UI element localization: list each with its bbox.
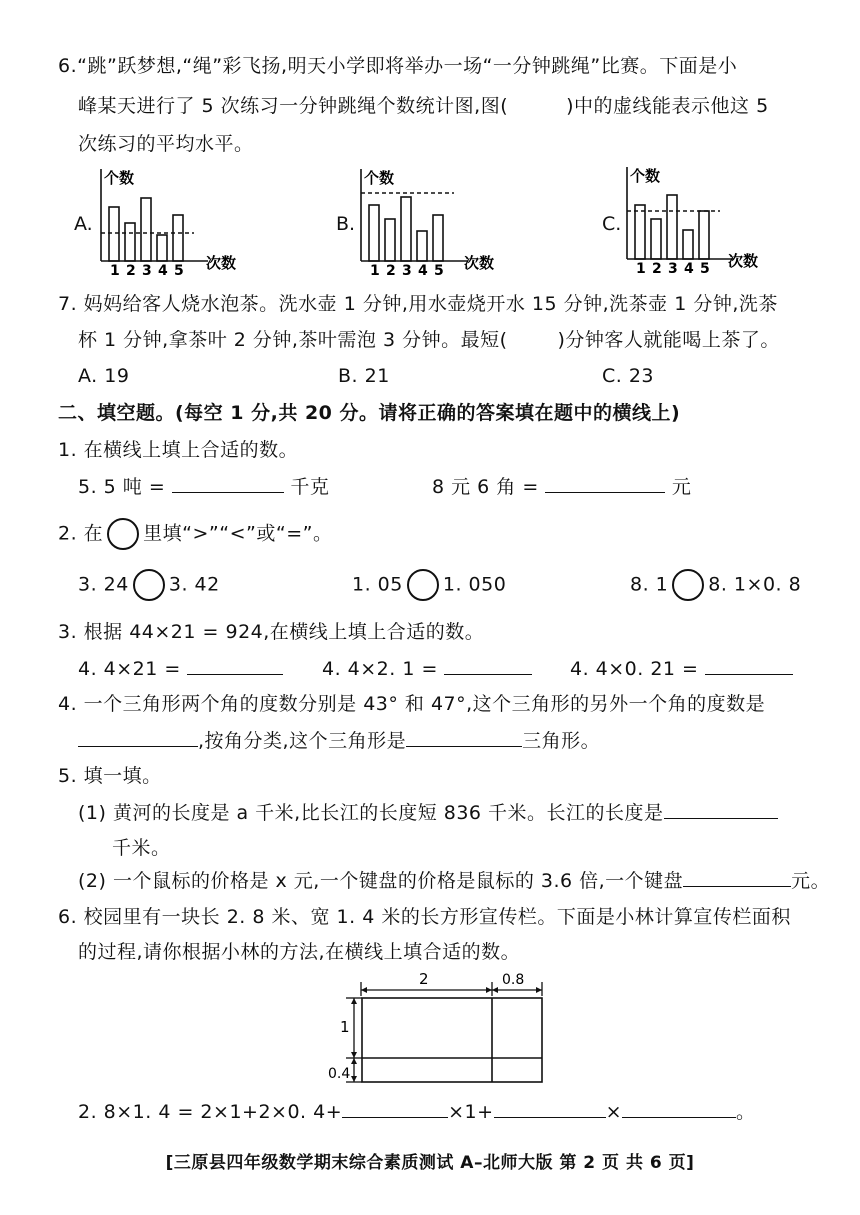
chart-b-tick-5: 5 <box>434 263 444 275</box>
f1-b-prefix: 8 元 6 角 = <box>432 476 539 498</box>
f1-a-blank[interactable] <box>172 472 284 493</box>
f6-blank-1[interactable] <box>342 1097 448 1118</box>
f2-c3-left: 8. 1 <box>630 573 669 596</box>
side-label-1: 1 <box>340 1018 350 1036</box>
chart-b-bar-4 <box>417 231 427 261</box>
f3-b <box>322 654 532 683</box>
f2-stem <box>58 518 333 550</box>
f3-a-blank[interactable] <box>187 654 283 675</box>
f3-c-blank[interactable] <box>705 654 793 675</box>
chart-c-tick-5: 5 <box>700 261 710 273</box>
f3-b-blank[interactable] <box>444 654 532 675</box>
chart-b-tick-4: 4 <box>418 263 428 275</box>
f6-blank-2[interactable] <box>494 1097 606 1118</box>
f5-p2-a: (2) 一个鼠标的价格是 x 元,一个键盘的价格是鼠标的 3.6 倍,一个键盘 <box>78 870 684 892</box>
f1-a <box>78 472 329 501</box>
chart-c <box>620 163 780 273</box>
f5-stem: 5. 填一填。 <box>58 765 162 787</box>
chart-c-bar-3 <box>667 195 677 259</box>
f2-c1-right: 3. 42 <box>168 573 220 596</box>
f5-p2 <box>78 866 830 895</box>
q7-option-b[interactable]: B. 21 <box>338 365 390 387</box>
chart-c-ylabel: 个数 <box>630 167 661 185</box>
f5-p1-line1 <box>78 798 778 827</box>
q6-line2-b: )中的虚线能表示他这 5 <box>566 95 769 117</box>
q7-option-c[interactable]: C. 23 <box>602 365 655 387</box>
chart-c-bar-2 <box>651 219 661 259</box>
chart-b-option: B. <box>336 213 356 235</box>
chart-a-tick-4: 4 <box>158 263 168 275</box>
f6-eq-a: 2. 8×1. 4 = 2×1+2×0. 4+ <box>78 1101 343 1123</box>
chart-b-bar-2 <box>385 219 395 261</box>
section2-title: 二、填空题。(每空 1 分,共 20 分。请将正确的答案填在题中的横线上) <box>58 402 681 424</box>
f3-a <box>78 654 283 683</box>
chart-a-bar-3 <box>141 198 151 261</box>
chart-b <box>354 165 514 275</box>
chart-a-tick-5: 5 <box>174 263 184 275</box>
f5-p1-a: (1) 黄河的长度是 a 千米,比长江的长度短 836 千米。长江的长度是 <box>78 802 664 824</box>
q6-line1: 6.“跳”跃梦想,“绳”彩飞扬,明天小学即将举办一场“一分钟跳绳”比赛。下面是小 <box>58 55 738 77</box>
page-footer: [三原县四年级数学期末综合素质测试 A–北师大版 第 2 页 共 6 页] <box>165 1153 695 1173</box>
f3-stem: 3. 根据 44×21 = 924,在横线上填上合适的数。 <box>58 621 485 643</box>
chart-a-bar-1 <box>109 207 119 261</box>
chart-a-bar-2 <box>125 223 135 261</box>
chart-a-bar-4 <box>157 235 167 261</box>
chart-c-bar-4 <box>683 230 693 259</box>
f6-blank-3[interactable] <box>622 1097 736 1118</box>
f4-blank-1[interactable] <box>78 726 198 747</box>
f2-c3-circle[interactable] <box>672 569 704 601</box>
top-label-2: 2 <box>419 970 429 988</box>
f2-c2-circle[interactable] <box>407 569 439 601</box>
chart-a-bar-5 <box>173 215 183 261</box>
chart-c-bar-1 <box>635 205 645 259</box>
f5-p2-b: 元。 <box>791 870 831 892</box>
chart-a-tick-3: 3 <box>142 263 152 275</box>
q7-line1: 7. 妈妈给客人烧水泡茶。洗水壶 1 分钟,用水壶烧开水 15 分钟,洗茶壶 1 分钟,洗茶 <box>58 293 778 315</box>
chart-c-tick-3: 3 <box>668 261 678 273</box>
q7-line2 <box>78 326 780 354</box>
chart-b-bar-3 <box>401 197 411 261</box>
q7-line2-b: )分钟客人就能喝上茶了。 <box>557 329 780 351</box>
f2-stem-a: 2. 在 <box>58 522 104 545</box>
f2-c2-right: 1. 050 <box>442 573 507 596</box>
f6-line2: 的过程,请你根据小林的方法,在横线上填合适的数。 <box>78 941 521 963</box>
f2-c1-left: 3. 24 <box>78 573 129 596</box>
f4-line2 <box>78 726 600 755</box>
chart-b-ylabel: 个数 <box>364 169 395 187</box>
f2-c3-right: 8. 1×0. 8 <box>708 573 802 596</box>
f5-p1-blank[interactable] <box>664 798 778 819</box>
f6-line1: 6. 校园里有一块长 2. 8 米、宽 1. 4 米的长方形宣传栏。下面是小林计算宣传栏面积 <box>58 906 791 928</box>
f6-eq-d: 。 <box>736 1101 756 1123</box>
chart-b-xlabel: 次数 <box>464 254 495 272</box>
chart-b-bar-5 <box>433 215 443 261</box>
f1-a-unit: 千克 <box>290 476 330 498</box>
f4-line1: 4. 一个三角形两个角的度数分别是 43° 和 47°,这个三角形的另外一个角的度数是 <box>58 693 766 715</box>
f5-p1-b: 千米。 <box>112 837 171 859</box>
f5-p2-blank[interactable] <box>683 866 791 887</box>
f2-compare-3 <box>630 569 801 601</box>
f1-b-unit: 元 <box>671 476 692 498</box>
side-label-0.4: 0.4 <box>328 1066 351 1082</box>
chart-a-xlabel: 次数 <box>206 254 237 272</box>
f2-stem-circle-icon <box>107 518 139 550</box>
chart-a-option: A. <box>74 213 93 235</box>
chart-a <box>94 165 254 275</box>
q6-line2-a: 峰某天进行了 5 次练习一分钟跳绳个数统计图,图( <box>78 95 509 117</box>
q7-option-a[interactable]: A. 19 <box>78 365 130 387</box>
chart-c-option: C. <box>602 213 622 235</box>
chart-a-tick-1: 1 <box>110 263 120 275</box>
chart-c-tick-4: 4 <box>684 261 694 273</box>
f2-c1-circle[interactable] <box>133 569 165 601</box>
f1-stem: 1. 在横线上填上合适的数。 <box>58 439 299 461</box>
chart-c-xlabel: 次数 <box>728 252 759 270</box>
board-rectangle <box>362 998 542 1082</box>
chart-b-tick-2: 2 <box>386 263 396 275</box>
top-label-0.8: 0.8 <box>502 972 525 988</box>
f1-a-prefix: 5. 5 吨 = <box>78 476 166 498</box>
f3-b-expr: 4. 4×2. 1 = <box>322 658 438 680</box>
f6-eq-c: × <box>605 1101 622 1123</box>
f1-b-blank[interactable] <box>545 472 665 493</box>
f2-compare-1 <box>78 569 220 601</box>
f2-c2-left: 1. 05 <box>352 573 403 596</box>
f1-b <box>432 472 691 501</box>
f3-c <box>570 654 793 683</box>
chart-c-tick-1: 1 <box>636 261 646 273</box>
f2-stem-b: 里填“>”“<”或“=”。 <box>143 522 333 545</box>
rectangle-diagram <box>324 970 554 1088</box>
f2-compare-2 <box>352 569 506 601</box>
chart-b-tick-1: 1 <box>370 263 380 275</box>
chart-b-bar-1 <box>369 205 379 261</box>
chart-c-tick-2: 2 <box>652 261 662 273</box>
chart-c-bar-5 <box>699 211 709 259</box>
chart-a-tick-2: 2 <box>126 263 136 275</box>
f6-equation <box>78 1097 756 1126</box>
chart-a-ylabel: 个数 <box>104 169 135 187</box>
f3-a-expr: 4. 4×21 = <box>78 658 181 680</box>
f4-mid: ,按角分类,这个三角形是 <box>198 730 407 752</box>
q6-line3: 次练习的平均水平。 <box>78 133 254 155</box>
f3-c-expr: 4. 4×0. 21 = <box>570 658 699 680</box>
f6-eq-b: ×1+ <box>448 1101 494 1123</box>
f4-end: 三角形。 <box>522 730 601 752</box>
chart-b-tick-3: 3 <box>402 263 412 275</box>
q7-line2-a: 杯 1 分钟,拿茶叶 2 分钟,茶叶需泡 3 分钟。最短( <box>78 329 508 351</box>
q6-line2 <box>78 92 769 120</box>
f4-blank-2[interactable] <box>406 726 522 747</box>
